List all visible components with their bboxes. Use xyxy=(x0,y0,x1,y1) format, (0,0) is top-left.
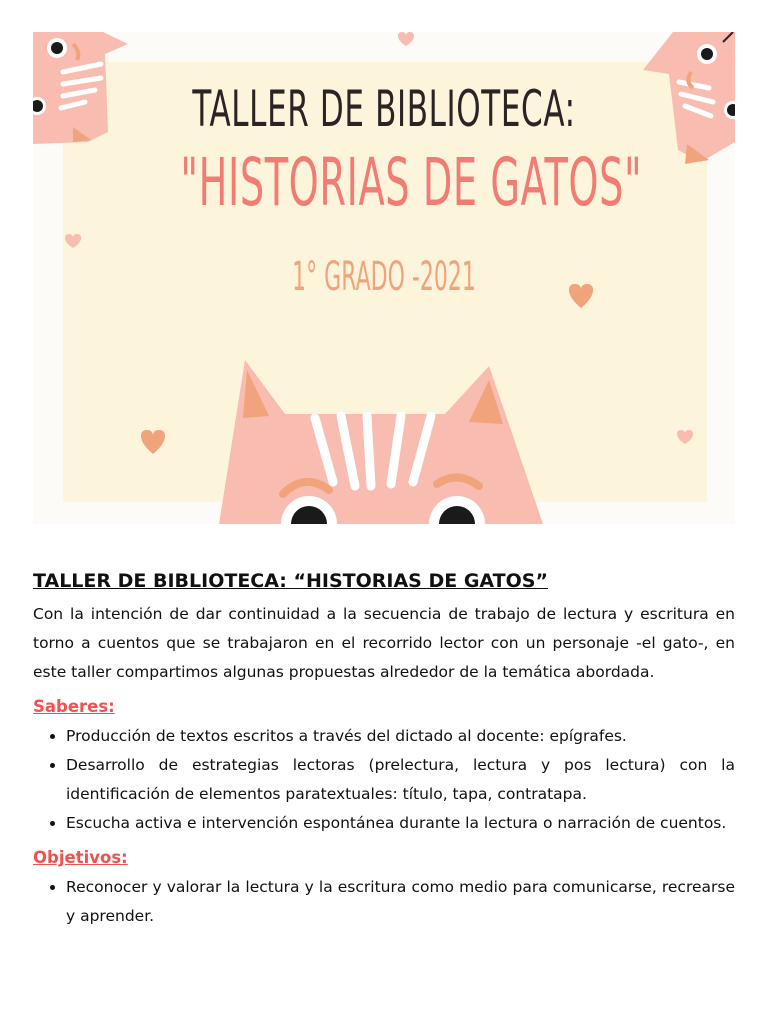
heart-icon xyxy=(398,32,414,46)
objetivos-list xyxy=(33,873,735,931)
list-item: • Producción de textos escritos a través del dictado al docente: epígrafes. xyxy=(66,722,735,751)
list-item: • Escucha activa e intervención espontánea durante la lectura o narración de cuentos. xyxy=(66,809,735,838)
list-item: • Reconocer y valorar la lectura y la escritura como medio para comunicarse, recrearse y aprender. xyxy=(66,873,735,931)
article-body xyxy=(33,570,735,931)
intro-paragraph: Con la intención de dar continuidad a la secuencia de trabajo de lectura y escritura en torno a cuentos que se trabajaron en el recorrido lector con un personaje -el gato-, en este taller compartimos algunas propuestas alrededor de la temática abordada. xyxy=(33,605,735,681)
banner-grade-year: 1° GRADO -2021 xyxy=(292,254,476,300)
list-item: • Desarrollo de estrategias lectoras (prelectura, lectura y pos lectura) con la identificación de elementos paratextuales: título, tapa, contratapa. xyxy=(66,751,735,809)
objetivos-heading: Objetivos: xyxy=(33,848,128,867)
cover-banner xyxy=(33,32,735,524)
article-title: TALLER DE BIBLIOTECA: “HISTORIAS DE GATOS” xyxy=(33,570,548,592)
saberes-heading: Saberes: xyxy=(33,697,115,716)
banner-title-line2: "HISTORIAS DE GATOS" xyxy=(180,144,643,221)
banner-title-line1: TALLER DE BIBLIOTECA: xyxy=(192,80,576,138)
saberes-list xyxy=(33,722,735,838)
